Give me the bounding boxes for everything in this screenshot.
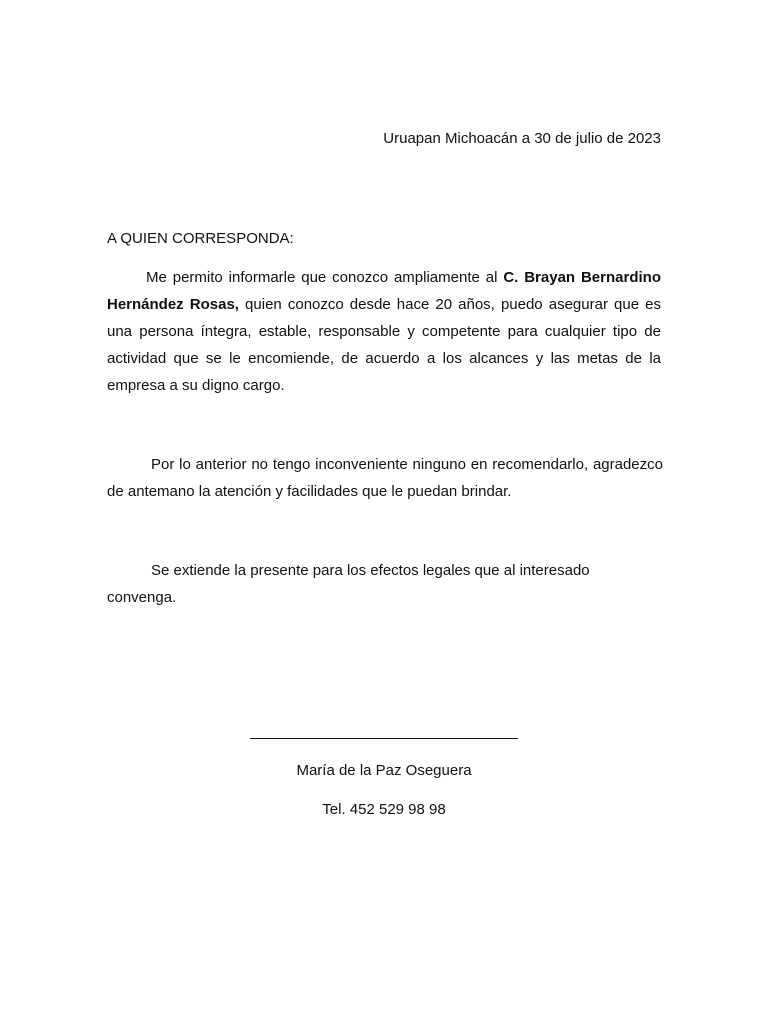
paragraph-1-intro: Me permito informarle que conozco ampliamente al [146,269,504,286]
letter-paragraph-2: Por lo anterior no tengo inconveniente ninguno en recomendarlo, agradezco de antemano la atención y facilidades que le puedan brindar. [107,456,663,500]
letter-paragraph-1 [107,264,661,399]
signature-line [250,738,518,739]
letter-paragraph-3: Se extiende la presente para los efectos legales que al interesado convenga. [107,562,590,606]
signer-phone: Tel. 452 529 98 98 [322,801,446,818]
letter-date-line: Uruapan Michoacán a 30 de julio de 2023 [383,130,661,147]
recommended-person-name: C. Brayan Bernardino Hernández Rosas, [107,269,661,313]
paragraph-1-rest: quien conozco desde hace 20 años, puedo asegurar que es una persona íntegra, estable, responsable y competente para cualquier tipo de actividad que se le encomiende, de acuerdo a los alcances y las metas de la empresa a su digno cargo. [107,296,661,394]
letter-salutation: A QUIEN CORRESPONDA: [107,230,294,247]
signer-name: María de la Paz Oseguera [296,762,472,779]
